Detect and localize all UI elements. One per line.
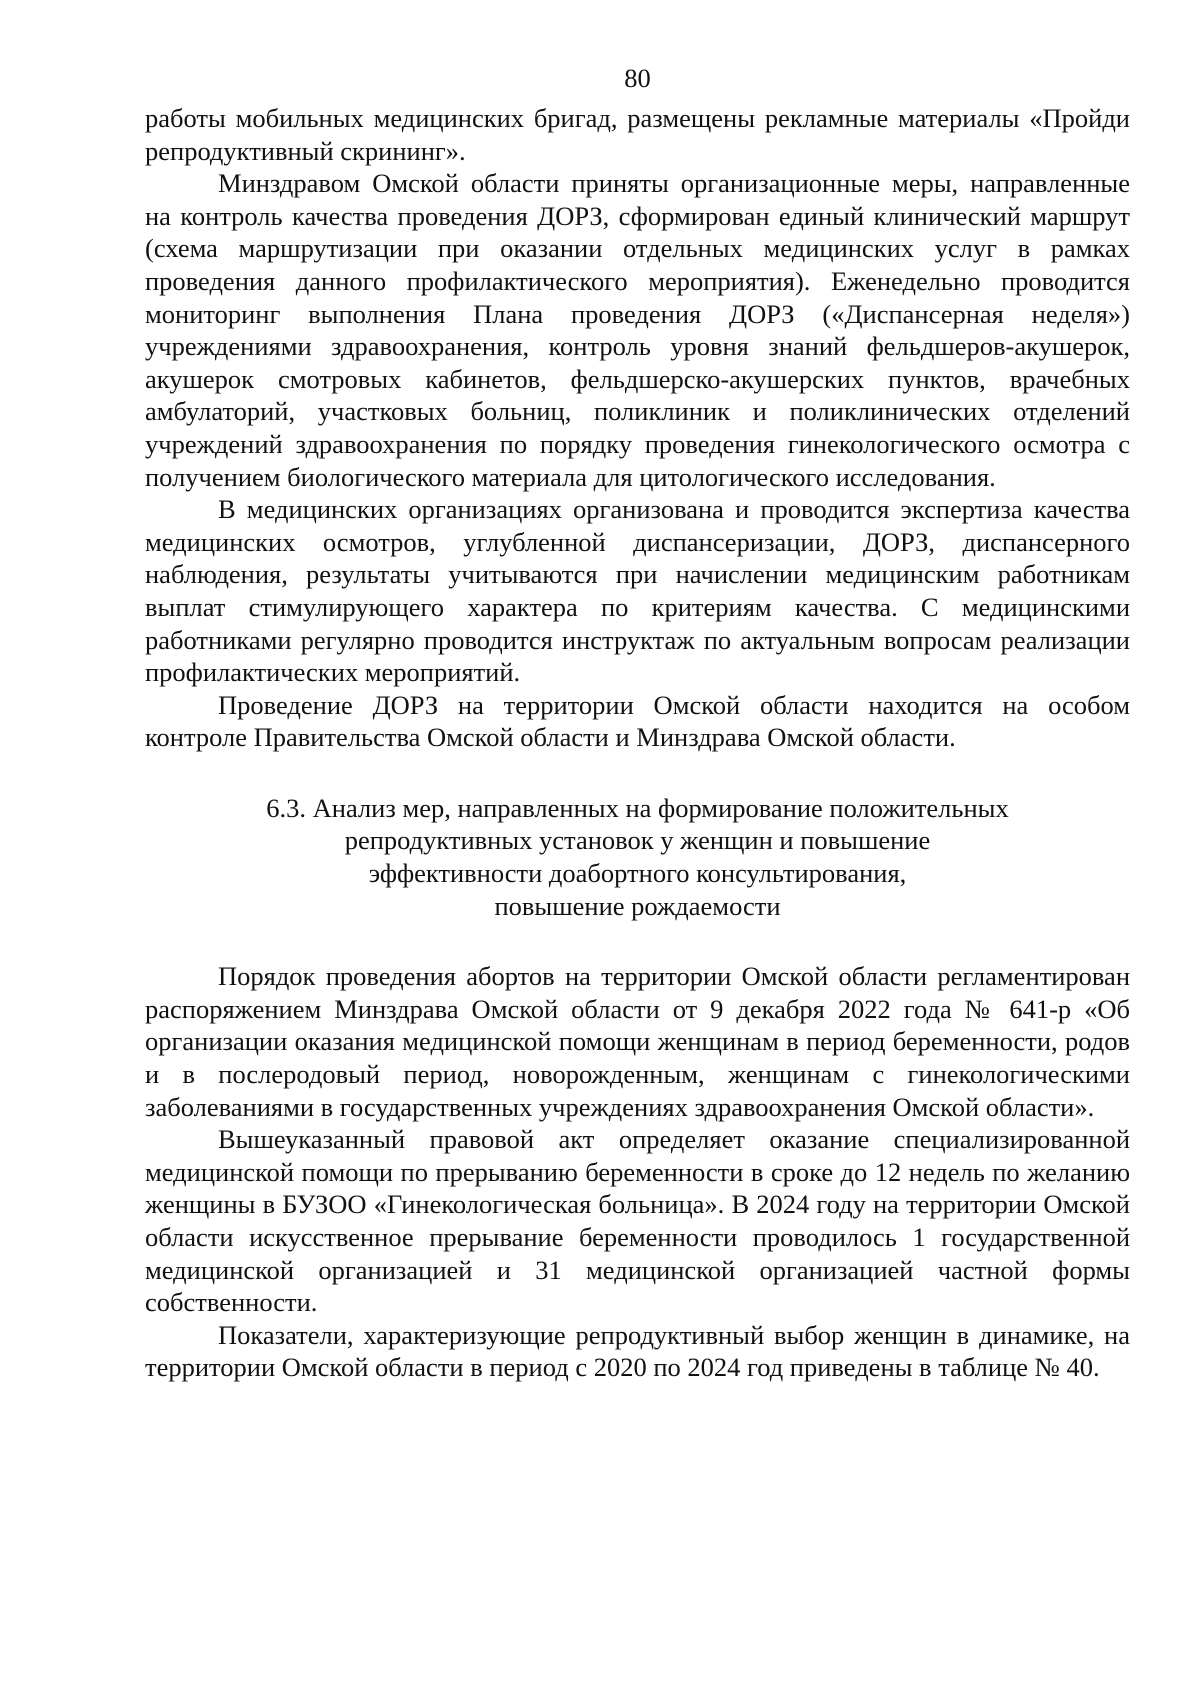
- section-heading-line: 6.3. Анализ мер, направленных на формирование положительных: [266, 792, 1009, 823]
- section-heading: [145, 792, 1130, 922]
- paragraph-legal-act: Вышеуказанный правовой акт определяет оказание специализированной медицинской помощи по прерыванию беременности в сроке до 12 недель по желанию женщины в БУЗОО «Гинекологическая больница». В 2024 году на территории Омской области искусственное прерывание беременности проводилось 1 государственной медицинской организацией и 31 медицинской организацией частной формы собственности.: [145, 1124, 1130, 1318]
- section-heading-line: эффективности доабортного консультирования,: [368, 858, 907, 889]
- paragraph-continuation: работы мобильных медицинских бригад, размещены рекламные материалы «Пройди репродуктивный скрининг».: [145, 103, 1130, 166]
- paragraph-government-control: Проведение ДОРЗ на территории Омской области находится на особом контроле Правительства Омской области и Минздрава Омской области.: [145, 689, 1130, 753]
- document-page: [145, 62, 1130, 1384]
- paragraph-abortion-order: Порядок проведения абортов на территории Омской области регламентирован распоряжением Минздрава Омской области от 9 декабря 2022 года № 641-р «Об организации оказания медицинской помощи женщинам в период беременности, родов и в послеродовый период, новорожденным, женщинам с гинекологическими заболеваниями в государственных учреждениях здравоохранения Омской области».: [145, 961, 1130, 1122]
- section-heading-line: повышение рождаемости: [494, 890, 781, 921]
- paragraph-quality-control: Минздравом Омской области приняты организационные меры, направленные на контроль качества проведения ДОРЗ, сформирован единый клинический маршрут (схема маршрутизации при оказании отдельных медицинских услуг в рамках проведения данного профилактического мероприятия). Еженедельно проводится мониторинг выполнения Плана проведения ДОРЗ («Диспансерная неделя») учреждениями здравоохранения, контроль уровня знаний фельдшеров-акушерок, акушерок смотровых кабинетов, фельдшерско-акушерских пунктов, врачебных амбулаторий, участковых больниц, поликлиник и поликлинических отделений учреждений здравоохранения по порядку проведения гинекологического осмотра с получением биологического материала для цитологического исследования.: [145, 168, 1130, 492]
- paragraph-indicators: Показатели, характеризующие репродуктивный выбор женщин в динамике, на территории Омской области в период с 2020 по 2024 год приведены в таблице № 40.: [145, 1319, 1130, 1383]
- page-number: 80: [624, 63, 651, 93]
- paragraph-expertise: В медицинских организациях организована и проводится экспертиза качества медицинских осмотров, углубленной диспансеризации, ДОРЗ, диспансерного наблюдения, результаты учитываются при начислении медицинским работникам выплат стимулирующего характера по критериям качества. С медицинскими работниками регулярно проводится инструктаж по актуальным вопросам реализации профилактических мероприятий.: [145, 494, 1130, 688]
- section-heading-line: репродуктивных установок у женщин и повышение: [344, 825, 931, 856]
